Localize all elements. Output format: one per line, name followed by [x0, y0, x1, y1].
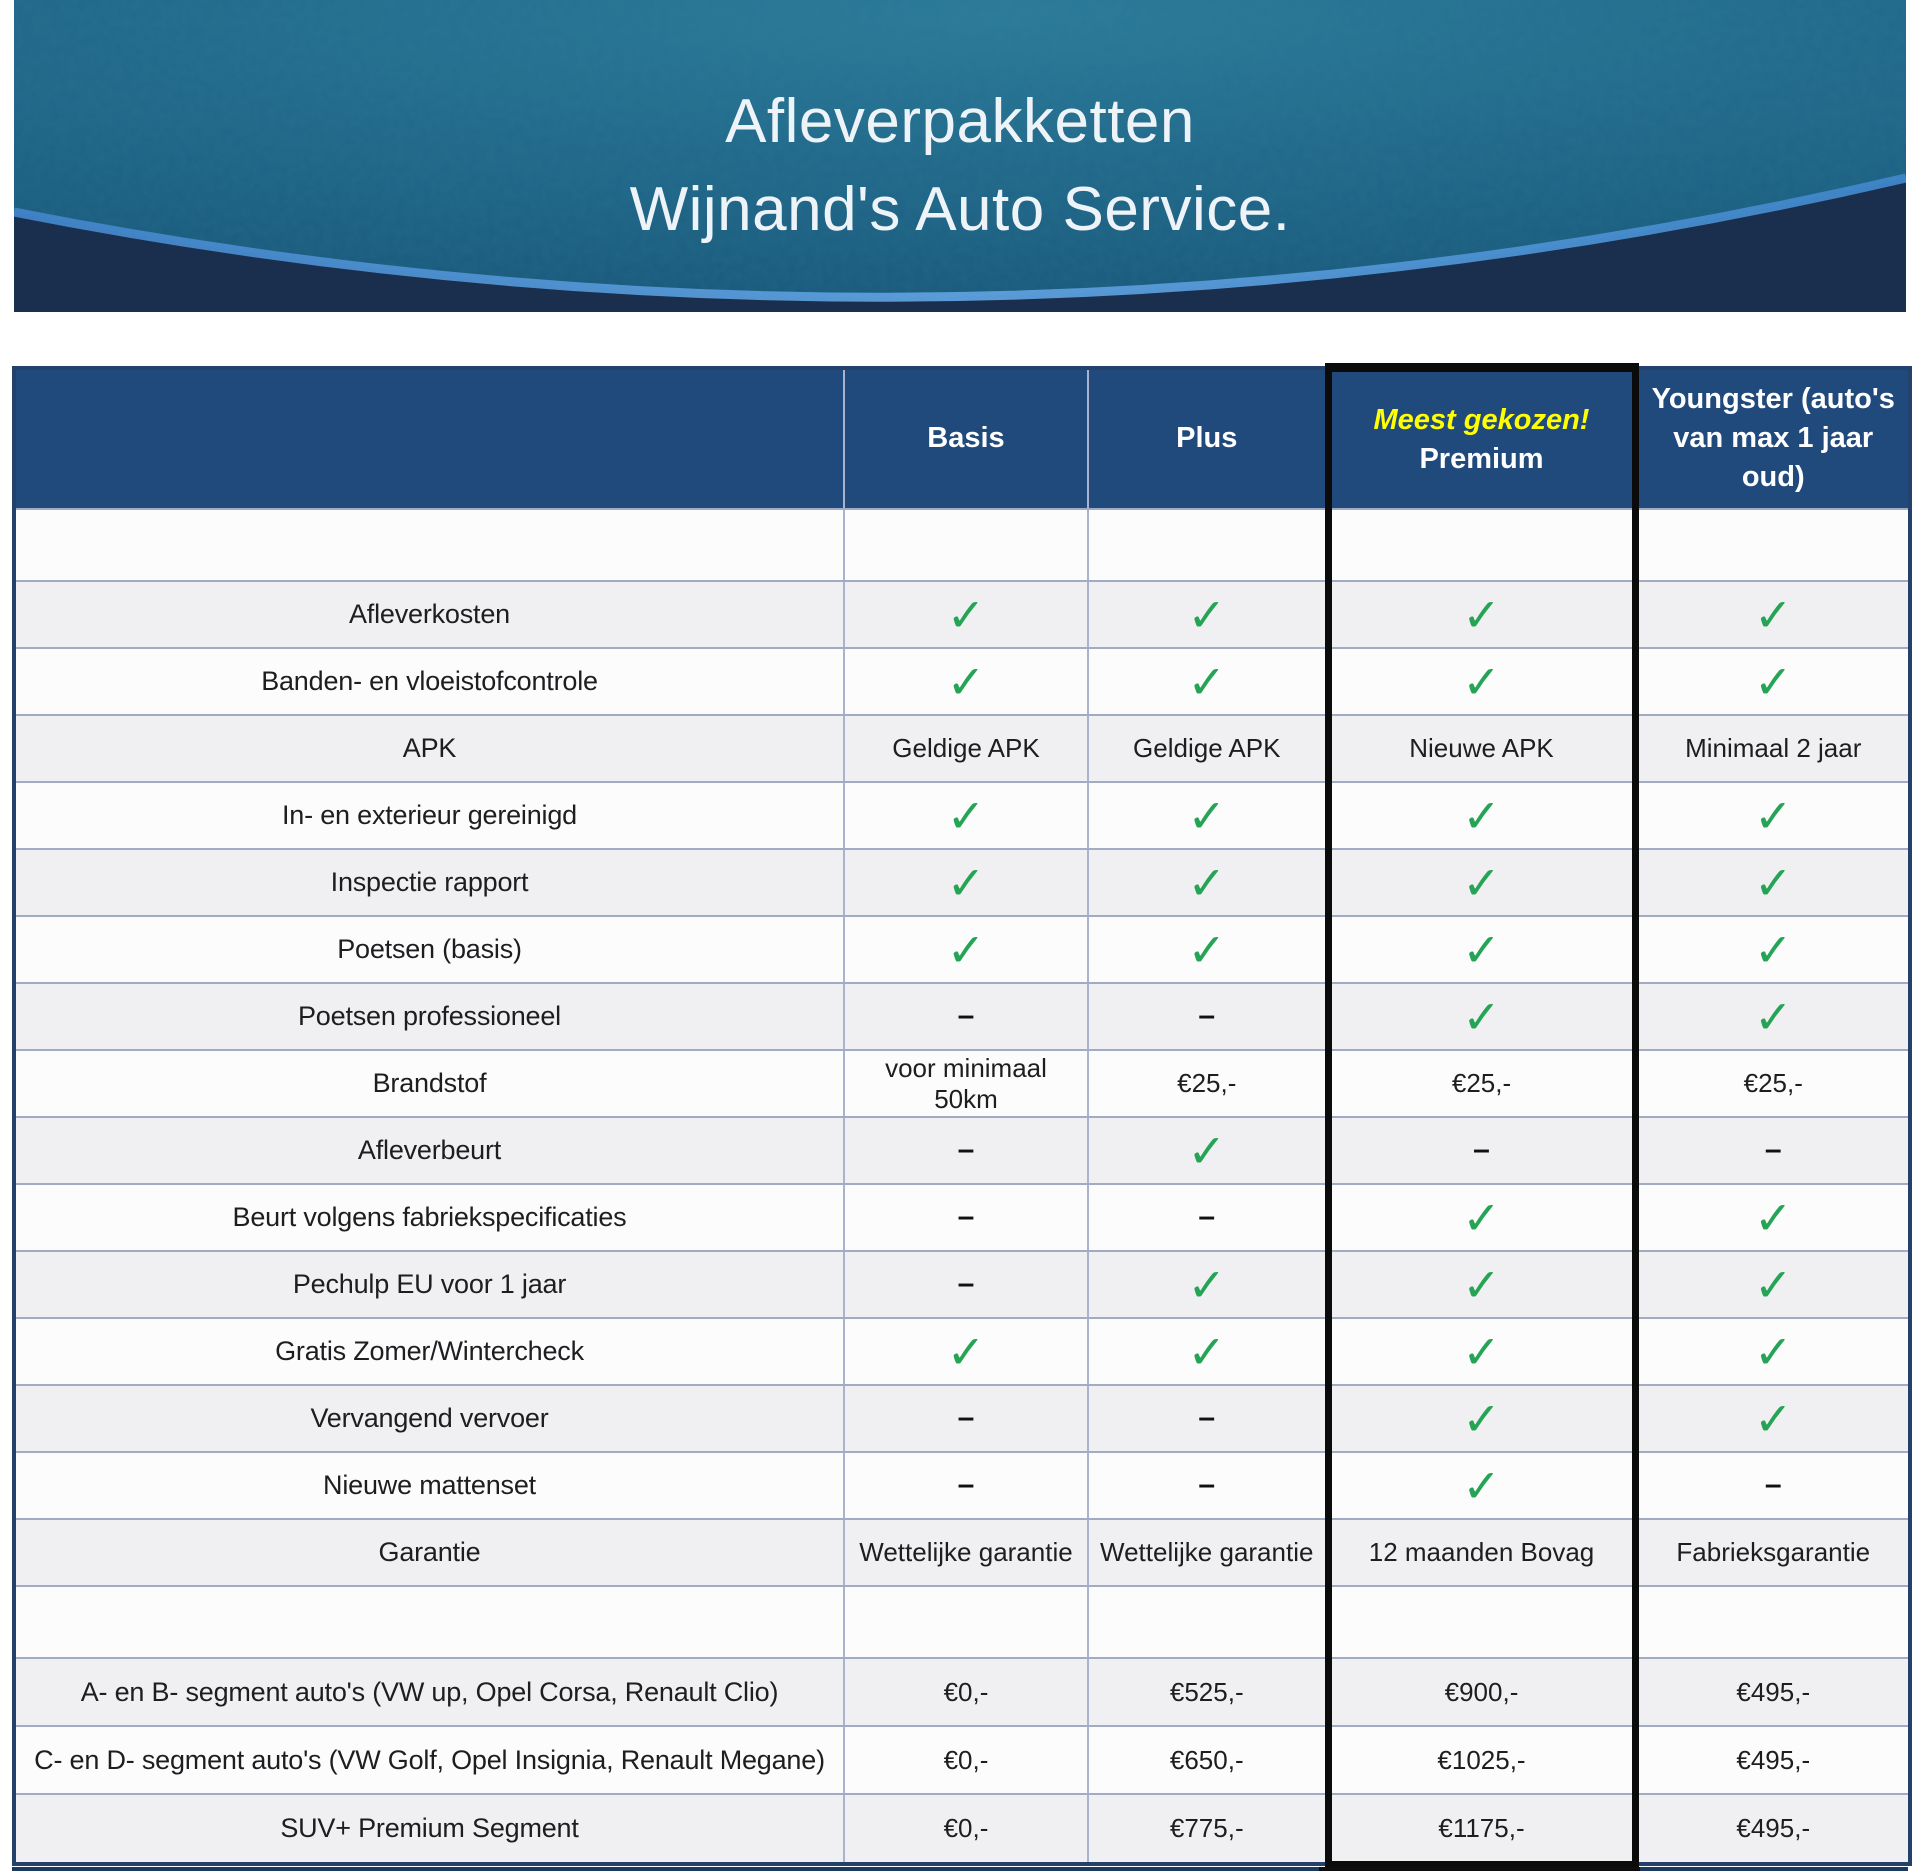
- cell-premium: [1328, 581, 1635, 648]
- spacer-row: [14, 1586, 1910, 1658]
- dash-icon: –: [957, 1401, 975, 1434]
- premium-bottom-accent: [1319, 1867, 1640, 1871]
- feature-row: [14, 1519, 1910, 1586]
- dash-icon: –: [957, 1200, 975, 1233]
- cell-plus: €25,-: [1088, 1050, 1328, 1117]
- cell-youngster: [1635, 1385, 1910, 1452]
- cell-premium: [1328, 1452, 1635, 1519]
- cell-premium: [1328, 983, 1635, 1050]
- check-icon: ✓: [1753, 1190, 1793, 1245]
- feature-label: C- en D- segment auto's (VW Golf, Opel Insignia, Renault Megane): [14, 1726, 844, 1794]
- check-icon: ✓: [946, 922, 986, 977]
- feature-label: Pechulp EU voor 1 jaar: [14, 1251, 844, 1318]
- check-icon: ✓: [1753, 1324, 1793, 1379]
- feature-row: [14, 1385, 1910, 1452]
- cell-plus: [1088, 1117, 1328, 1184]
- banner-title: [14, 78, 1906, 254]
- feature-label: A- en B- segment auto's (VW up, Opel Corsa, Renault Clio): [14, 1658, 844, 1726]
- feature-label: Inspectie rapport: [14, 849, 844, 916]
- cell-basis: [844, 916, 1088, 983]
- feature-label: Poetsen (basis): [14, 916, 844, 983]
- cell-premium: [1328, 849, 1635, 916]
- feature-label: APK: [14, 715, 844, 782]
- dash-icon: –: [957, 1267, 975, 1300]
- cell-plus: [1088, 1452, 1328, 1519]
- cell-basis: €0,-: [844, 1658, 1088, 1726]
- cell-youngster: Fabrieksgarantie: [1635, 1519, 1910, 1586]
- cell-basis: [844, 1586, 1088, 1658]
- cell-premium: €25,-: [1328, 1050, 1635, 1117]
- check-icon: ✓: [946, 1324, 986, 1379]
- column-header-premium: [1328, 368, 1635, 510]
- dash-icon: –: [957, 1468, 975, 1501]
- cell-basis: €0,-: [844, 1794, 1088, 1864]
- cell-youngster: [1635, 509, 1910, 581]
- cell-plus: [1088, 1184, 1328, 1251]
- feature-label: Gratis Zomer/Wintercheck: [14, 1318, 844, 1385]
- spacer-row: [14, 509, 1910, 581]
- cell-premium: [1328, 1586, 1635, 1658]
- cell-premium: €900,-: [1328, 1658, 1635, 1726]
- cell-youngster: [1635, 983, 1910, 1050]
- banner-title-line2: Wijnand's Auto Service.: [629, 175, 1291, 245]
- cell-premium: [1328, 1251, 1635, 1318]
- feature-row: [14, 1050, 1910, 1117]
- check-icon: ✓: [1462, 1190, 1501, 1245]
- cell-youngster: Minimaal 2 jaar: [1635, 715, 1910, 782]
- cell-plus: [1088, 983, 1328, 1050]
- feature-label: Vervangend vervoer: [14, 1385, 844, 1452]
- cell-plus: [1088, 648, 1328, 715]
- feature-label: Brandstof: [14, 1050, 844, 1117]
- check-icon: ✓: [1462, 1257, 1501, 1312]
- cell-plus: €775,-: [1088, 1794, 1328, 1864]
- cell-youngster: [1635, 849, 1910, 916]
- price-row: [14, 1794, 1910, 1864]
- cell-basis: [844, 581, 1088, 648]
- check-icon: ✓: [946, 587, 986, 642]
- check-icon: ✓: [1462, 1458, 1501, 1513]
- dash-icon: –: [1198, 1200, 1216, 1233]
- dash-icon: –: [1198, 1468, 1216, 1501]
- cell-premium: [1328, 1318, 1635, 1385]
- cell-youngster: [1635, 916, 1910, 983]
- feature-row: [14, 648, 1910, 715]
- cell-plus: [1088, 509, 1328, 581]
- feature-row: [14, 782, 1910, 849]
- cell-premium: Nieuwe APK: [1328, 715, 1635, 782]
- cell-basis: €0,-: [844, 1726, 1088, 1794]
- check-icon: ✓: [1187, 855, 1227, 910]
- packages-table: [12, 363, 1912, 1867]
- cell-youngster: [1635, 1184, 1910, 1251]
- feature-label: Afleverkosten: [14, 581, 844, 648]
- feature-row: [14, 581, 1910, 648]
- feature-label: [14, 1586, 844, 1658]
- cell-youngster: [1635, 648, 1910, 715]
- check-icon: ✓: [946, 788, 986, 843]
- check-icon: ✓: [1753, 855, 1793, 910]
- dash-icon: –: [1198, 1401, 1216, 1434]
- column-header-plus: Plus: [1088, 368, 1328, 510]
- cell-plus: [1088, 849, 1328, 916]
- feature-label: Garantie: [14, 1519, 844, 1586]
- banner-title-line1: Afleverpakketten: [725, 87, 1195, 156]
- dash-icon: –: [957, 999, 975, 1032]
- feature-label: SUV+ Premium Segment: [14, 1794, 844, 1864]
- cell-youngster: €495,-: [1635, 1726, 1910, 1794]
- check-icon: ✓: [1187, 1324, 1227, 1379]
- cell-basis: [844, 849, 1088, 916]
- check-icon: ✓: [1187, 788, 1227, 843]
- check-icon: ✓: [1462, 587, 1501, 642]
- column-header-feature: [14, 368, 844, 510]
- cell-premium: [1328, 509, 1635, 581]
- cell-basis: [844, 983, 1088, 1050]
- cell-youngster: €495,-: [1635, 1658, 1910, 1726]
- dash-icon: –: [957, 1133, 975, 1166]
- cell-premium: [1328, 648, 1635, 715]
- cell-premium: [1328, 1385, 1635, 1452]
- check-icon: ✓: [946, 855, 986, 910]
- cell-plus: €525,-: [1088, 1658, 1328, 1726]
- feature-row: [14, 916, 1910, 983]
- packages-table-wrap: [12, 363, 1908, 1871]
- feature-row: [14, 983, 1910, 1050]
- check-icon: ✓: [1187, 922, 1227, 977]
- cell-youngster: €25,-: [1635, 1050, 1910, 1117]
- feature-label: In- en exterieur gereinigd: [14, 782, 844, 849]
- check-icon: ✓: [1462, 788, 1501, 843]
- check-icon: ✓: [1187, 654, 1227, 709]
- check-icon: ✓: [1187, 1257, 1227, 1312]
- cell-plus: [1088, 916, 1328, 983]
- packages-table-body: [14, 509, 1910, 1864]
- dash-icon: –: [1198, 999, 1216, 1032]
- check-icon: ✓: [1753, 1391, 1793, 1446]
- cell-basis: [844, 782, 1088, 849]
- cell-premium: €1175,-: [1328, 1794, 1635, 1864]
- cell-basis: [844, 1117, 1088, 1184]
- cell-plus: [1088, 1586, 1328, 1658]
- column-header-premium-label: Premium: [1419, 443, 1544, 475]
- feature-row: [14, 1184, 1910, 1251]
- column-header-basis: Basis: [844, 368, 1088, 510]
- check-icon: ✓: [1753, 654, 1793, 709]
- cell-youngster: [1635, 1452, 1910, 1519]
- price-row: [14, 1658, 1910, 1726]
- cell-youngster: [1635, 782, 1910, 849]
- cell-youngster: €495,-: [1635, 1794, 1910, 1864]
- check-icon: ✓: [1187, 1123, 1227, 1178]
- feature-label: Banden- en vloeistofcontrole: [14, 648, 844, 715]
- cell-premium: [1328, 916, 1635, 983]
- feature-row: [14, 715, 1910, 782]
- cell-youngster: [1635, 581, 1910, 648]
- check-icon: ✓: [1462, 1391, 1501, 1446]
- cell-plus: Geldige APK: [1088, 715, 1328, 782]
- check-icon: ✓: [1753, 788, 1793, 843]
- feature-row: [14, 849, 1910, 916]
- cell-basis: Wettelijke garantie: [844, 1519, 1088, 1586]
- feature-row: [14, 1251, 1910, 1318]
- cell-basis: Geldige APK: [844, 715, 1088, 782]
- cell-basis: [844, 1452, 1088, 1519]
- feature-row: [14, 1452, 1910, 1519]
- check-icon: ✓: [1462, 654, 1501, 709]
- cell-basis: [844, 509, 1088, 581]
- check-icon: ✓: [1753, 989, 1793, 1044]
- cell-youngster: [1635, 1586, 1910, 1658]
- dash-icon: –: [1473, 1133, 1490, 1166]
- check-icon: ✓: [1753, 587, 1793, 642]
- table-bottom-bar: [12, 1867, 1908, 1871]
- dash-icon: –: [1764, 1468, 1782, 1501]
- feature-label: Nieuwe mattenset: [14, 1452, 844, 1519]
- cell-premium: [1328, 782, 1635, 849]
- cell-plus: [1088, 1251, 1328, 1318]
- table-header-row: [14, 368, 1910, 510]
- check-icon: ✓: [946, 654, 986, 709]
- cell-plus: €650,-: [1088, 1726, 1328, 1794]
- check-icon: ✓: [1753, 922, 1793, 977]
- column-header-youngster: Youngster (auto's van max 1 jaar oud): [1635, 368, 1910, 510]
- cell-premium: [1328, 1117, 1635, 1184]
- check-icon: ✓: [1462, 922, 1501, 977]
- cell-basis: voor minimaal 50km: [844, 1050, 1088, 1117]
- cell-youngster: [1635, 1318, 1910, 1385]
- feature-label: Afleverbeurt: [14, 1117, 844, 1184]
- most-chosen-badge: Meest gekozen!: [1373, 403, 1590, 436]
- feature-label: Poetsen professioneel: [14, 983, 844, 1050]
- cell-premium: €1025,-: [1328, 1726, 1635, 1794]
- price-row: [14, 1726, 1910, 1794]
- cell-plus: Wettelijke garantie: [1088, 1519, 1328, 1586]
- cell-youngster: [1635, 1251, 1910, 1318]
- cell-plus: [1088, 1385, 1328, 1452]
- feature-row: [14, 1117, 1910, 1184]
- cell-basis: [844, 1385, 1088, 1452]
- dash-icon: –: [1764, 1133, 1782, 1166]
- cell-premium: 12 maanden Bovag: [1328, 1519, 1635, 1586]
- feature-row: [14, 1318, 1910, 1385]
- cell-basis: [844, 1251, 1088, 1318]
- check-icon: ✓: [1753, 1257, 1793, 1312]
- check-icon: ✓: [1187, 587, 1227, 642]
- feature-label: [14, 509, 844, 581]
- check-icon: ✓: [1462, 989, 1501, 1044]
- cell-basis: [844, 1318, 1088, 1385]
- check-icon: ✓: [1462, 1324, 1501, 1379]
- cell-plus: [1088, 1318, 1328, 1385]
- cell-plus: [1088, 581, 1328, 648]
- cell-basis: [844, 1184, 1088, 1251]
- feature-label: Beurt volgens fabriekspecificaties: [14, 1184, 844, 1251]
- cell-premium: [1328, 1184, 1635, 1251]
- cell-basis: [844, 648, 1088, 715]
- check-icon: ✓: [1462, 855, 1501, 910]
- banner: [14, 0, 1906, 312]
- cell-plus: [1088, 782, 1328, 849]
- cell-youngster: [1635, 1117, 1910, 1184]
